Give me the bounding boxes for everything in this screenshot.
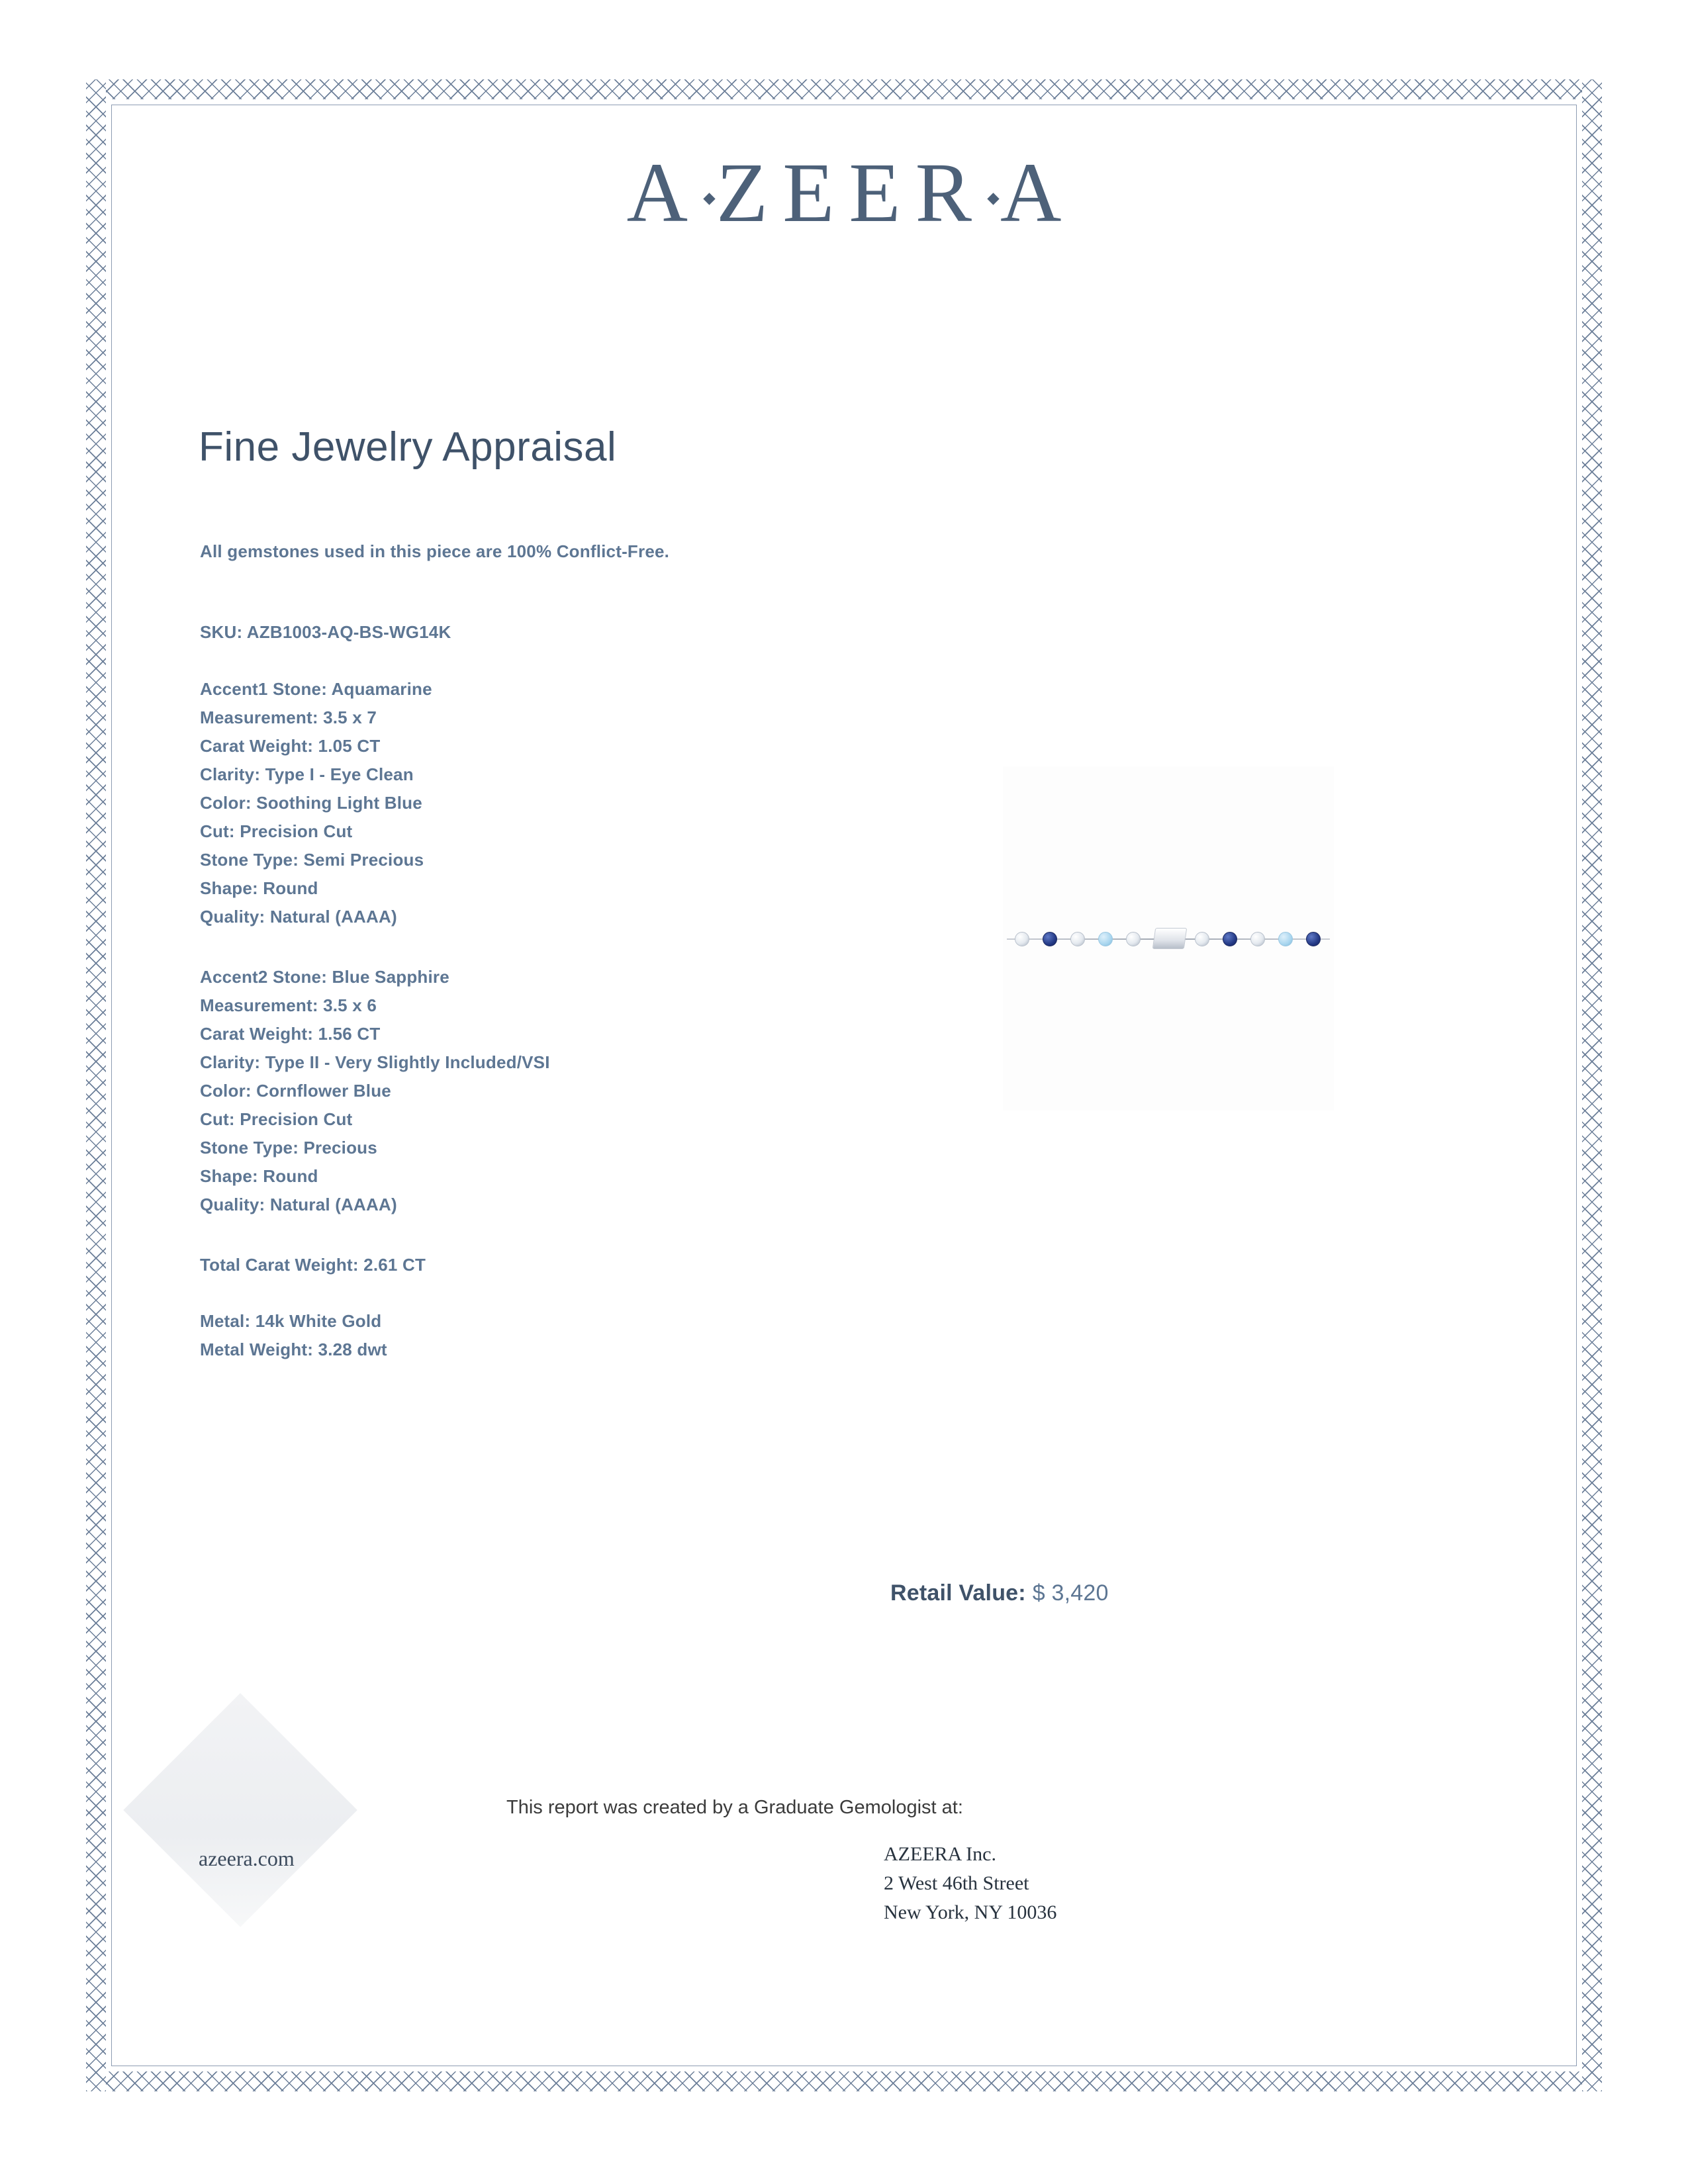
metal-weight: Metal Weight: 3.28 dwt xyxy=(200,1340,387,1359)
brand-logo xyxy=(0,144,1688,242)
company-address xyxy=(884,1840,1056,1927)
bracelet-stone-aquamarine xyxy=(1098,932,1113,946)
bracelet-clasp xyxy=(1152,928,1187,949)
diamond-icon xyxy=(987,193,999,205)
accent1-stone: Accent1 Stone: Aquamarine xyxy=(200,679,432,699)
company-name: AZEERA Inc. xyxy=(884,1843,996,1865)
accent1-measurement: Measurement: 3.5 x 7 xyxy=(200,707,377,727)
metal-block xyxy=(200,1307,387,1364)
border-edge-top xyxy=(86,79,1602,99)
bracelet-stone-diamond xyxy=(1250,932,1265,946)
brand-letter-e1: E xyxy=(782,146,849,240)
created-by-text: This report was created by a Graduate Gemologist at: xyxy=(506,1797,963,1818)
brand-letter-a2: A xyxy=(1000,146,1076,240)
border-edge-right xyxy=(1582,79,1602,2091)
product-photo xyxy=(1003,766,1334,1111)
brand-letter-a1: A xyxy=(626,146,703,240)
accent2-color: Color: Cornflower Blue xyxy=(200,1081,391,1101)
accent2-spec-block xyxy=(200,963,550,1219)
retail-value-amount: $ 3,420 xyxy=(1032,1580,1109,1606)
accent1-spec-block xyxy=(200,675,432,931)
bracelet-stone-diamond xyxy=(1015,932,1029,946)
accent1-carat-weight: Carat Weight: 1.05 CT xyxy=(200,736,381,756)
border-edge-bottom xyxy=(86,2071,1602,2091)
retail-value xyxy=(890,1580,1109,1606)
accent2-stone: Accent2 Stone: Blue Sapphire xyxy=(200,967,449,987)
bracelet-stone-sapphire xyxy=(1223,932,1237,946)
total-carat-block xyxy=(200,1251,426,1279)
accent2-measurement: Measurement: 3.5 x 6 xyxy=(200,995,377,1015)
brand-letter-z: Z xyxy=(716,146,783,240)
metal-type: Metal: 14k White Gold xyxy=(200,1311,382,1331)
bracelet-stone-sapphire xyxy=(1043,932,1057,946)
sku-value: SKU: AZB1003-AQ-BS-WG14K xyxy=(200,622,451,642)
bracelet-stone-sapphire xyxy=(1306,932,1321,946)
bracelet-illustration xyxy=(1003,924,1334,954)
bracelet-stone-aquamarine xyxy=(1278,932,1293,946)
watermark-label: azeera.com xyxy=(199,1846,295,1870)
page-title: Fine Jewelry Appraisal xyxy=(199,424,617,470)
accent1-cut: Cut: Precision Cut xyxy=(200,821,353,841)
retail-value-label: Retail Value: xyxy=(890,1580,1026,1606)
diamond-icon xyxy=(703,193,715,205)
bracelet-stone-diamond xyxy=(1195,932,1209,946)
border-edge-left xyxy=(86,79,106,2091)
accent2-quality: Quality: Natural (AAAA) xyxy=(200,1195,397,1214)
accent1-stone-type: Stone Type: Semi Precious xyxy=(200,850,424,870)
accent1-quality: Quality: Natural (AAAA) xyxy=(200,907,397,927)
bracelet-stone-diamond xyxy=(1126,932,1141,946)
company-city-state-zip: New York, NY 10036 xyxy=(884,1901,1057,1923)
brand-letter-e2: E xyxy=(849,146,915,240)
accent2-cut: Cut: Precision Cut xyxy=(200,1109,353,1129)
brand-letter-r: R xyxy=(915,146,986,240)
bracelet-stone-diamond xyxy=(1070,932,1085,946)
total-carat-weight: Total Carat Weight: 2.61 CT xyxy=(200,1255,426,1275)
accent1-clarity: Clarity: Type I - Eye Clean xyxy=(200,764,414,784)
accent2-carat-weight: Carat Weight: 1.56 CT xyxy=(200,1024,381,1044)
accent2-shape: Shape: Round xyxy=(200,1166,318,1186)
company-street: 2 West 46th Street xyxy=(884,1872,1029,1894)
accent1-shape: Shape: Round xyxy=(200,878,318,898)
accent1-color: Color: Soothing Light Blue xyxy=(200,793,422,813)
accent2-clarity: Clarity: Type II - Very Slightly Included/VSI xyxy=(200,1052,550,1072)
accent2-stone-type: Stone Type: Precious xyxy=(200,1138,377,1158)
conflict-free-note: All gemstones used in this piece are 100% Conflict-Free. xyxy=(200,541,670,561)
